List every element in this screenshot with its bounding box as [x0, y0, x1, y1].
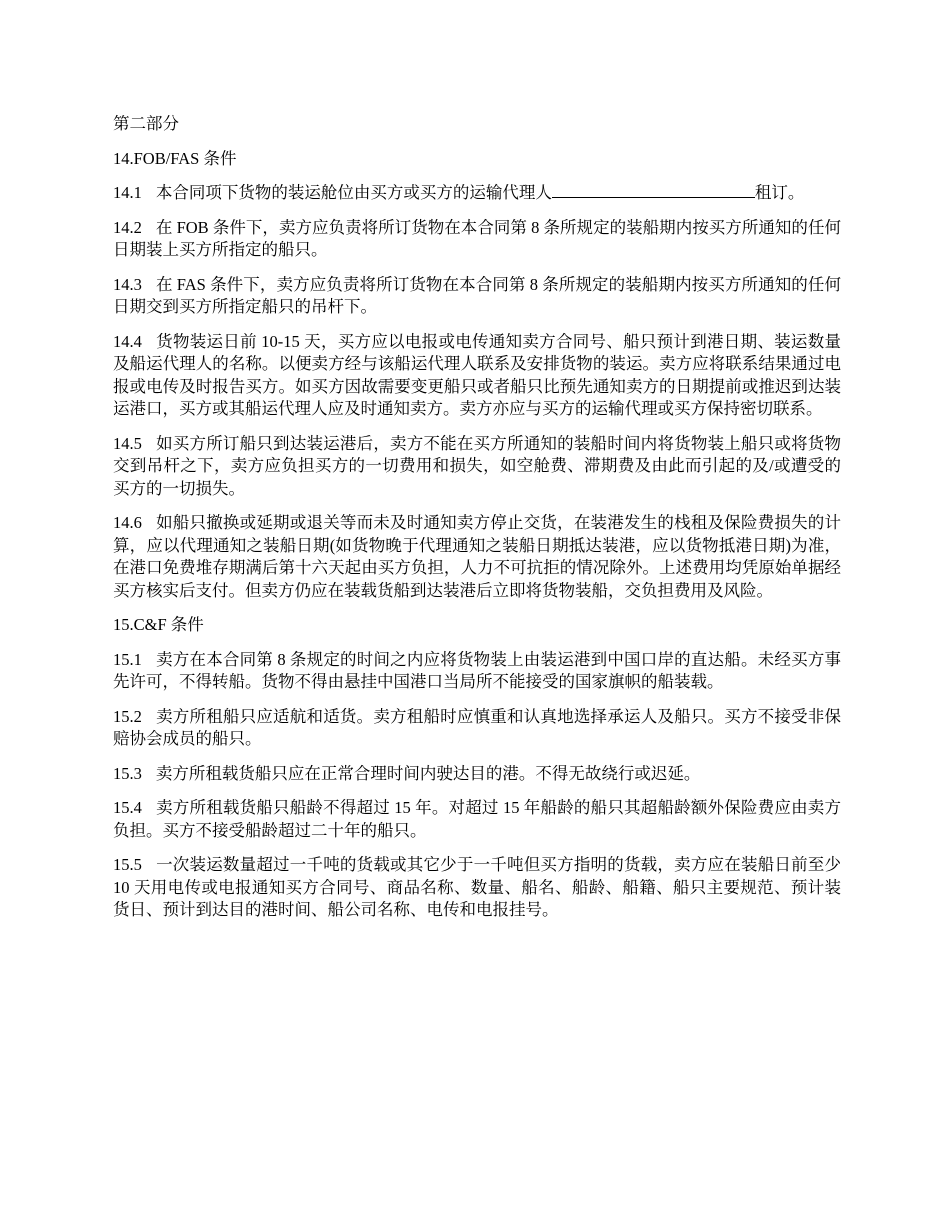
- clause-number: 14.5: [113, 433, 142, 453]
- clause-text: 货物装运日前 10-15 天，买方应以电报或电传通知卖方合同号、船只预计到港日期、装运数量及船运代理人的名称。以便卖方经与该船运代理人联系及安排货物的装运。卖方应将联系结果通过电报或电传及时报告买方。如买方因故需要变更船只或者船只比预先通知卖方的日期提前或推迟到达装运港口，买方或其船运代理人应及时通知卖方。卖方亦应与买方的运输代理或买方保持密切联系。: [113, 331, 841, 418]
- clause-15-2: [113, 706, 841, 751]
- clause-14-5: [113, 433, 841, 501]
- clause-15-4: [113, 797, 841, 842]
- clause-text: 在 FAS 条件下，卖方应负责将所订货物在本合同第 8 条所规定的装船期内按买方所通知的任何日期交到买方所指定船只的吊杆下。: [113, 274, 841, 316]
- agent-name-blank: [552, 183, 755, 198]
- clause-14-2: [113, 217, 841, 262]
- document-page: [113, 113, 841, 934]
- clause-14-3: [113, 274, 841, 319]
- clause-number: 15.3: [113, 763, 142, 783]
- clause-15-1: [113, 649, 841, 694]
- clause-text: 本合同项下货物的装运舱位由买方或买方的运输代理人: [155, 183, 552, 202]
- clause-text: 如买方所订船只到达装运港后，卖方不能在买方所通知的装船时间内将货物装上船只或将货物交到吊杆之下，卖方应负担买方的一切费用和损失，如空舱费、滞期费及由此而引起的及/或遭受的买方的一切损失。: [113, 433, 841, 498]
- clause-text: 一次装运数量超过一千吨的货载或其它少于一千吨但买方指明的货载，卖方应在装船日前至少 10 天用电传或电报通知买方合同号、商品名称、数量、船名、船龄、船籍、船只主要规范、预计装货日、预计到达目的港时间、船公司名称、电传和电报挂号。: [113, 855, 841, 919]
- section-14-heading: 14.FOB/FAS 条件: [113, 148, 237, 168]
- clause-number: 14.6: [113, 513, 142, 532]
- clause-text: 如船只撤换或延期或退关等而未及时通知卖方停止交货，在装港发生的栈租及保险费损失的计算，应以代理通知之装船日期(如货物晚于代理通知之装船日期抵达装港，应以货物抵港日期)为准，在港口免费堆存期满后第十六天起由买方负担，人力不可抗拒的情况除外。上述费用均凭原始单据经买方核实后支付。但卖方仍应在装载货船到达装港后立即将货物装船，交负担费用及风险。: [113, 513, 841, 600]
- clause-number: 14.4: [113, 331, 142, 351]
- clause-15-5: [113, 854, 841, 922]
- clause-text-tail: 租订。: [754, 183, 805, 202]
- clause-number: 14.3: [113, 274, 142, 294]
- clause-14-1: [113, 182, 841, 205]
- clause-14-4: [113, 331, 841, 421]
- clause-text: 卖方在本合同第 8 条规定的时间之内应将货物装上由装运港到中国口岸的直达船。未经买方事先许可，不得转船。货物不得由悬挂中国港口当局所不能接受的国家旗帜的船装载。: [113, 649, 841, 691]
- clause-number: 14.2: [113, 217, 142, 237]
- clause-number: 15.1: [113, 649, 142, 669]
- clause-text: 卖方所租船只应适航和适货。卖方租船时应慎重和认真地选择承运人及船只。买方不接受非保赔协会成员的船只。: [113, 706, 841, 748]
- part-title: 第二部分: [113, 114, 179, 133]
- clause-14-6: [113, 512, 841, 602]
- clause-text: 在 FOB 条件下，卖方应负责将所订货物在本合同第 8 条所规定的装船期内按买方所通知的任何日期装上买方所指定的船只。: [113, 217, 841, 259]
- clause-number: 15.2: [113, 706, 142, 726]
- clause-number: 15.4: [113, 798, 142, 817]
- clause-15-3: [113, 763, 841, 786]
- clause-number: 14.1: [113, 183, 142, 202]
- section-15-heading: 15.C&F 条件: [113, 615, 204, 634]
- clause-number: 15.5: [113, 855, 142, 874]
- clause-text: 卖方所租载货船只应在正常合理时间内驶达目的港。不得无故绕行或迟延。: [155, 763, 701, 783]
- clause-text: 卖方所租载货船只船龄不得超过 15 年。对超过 15 年船龄的船只其超船龄额外保险费应由卖方负担。买方不接受船龄超过二十年的船只。: [113, 798, 841, 840]
